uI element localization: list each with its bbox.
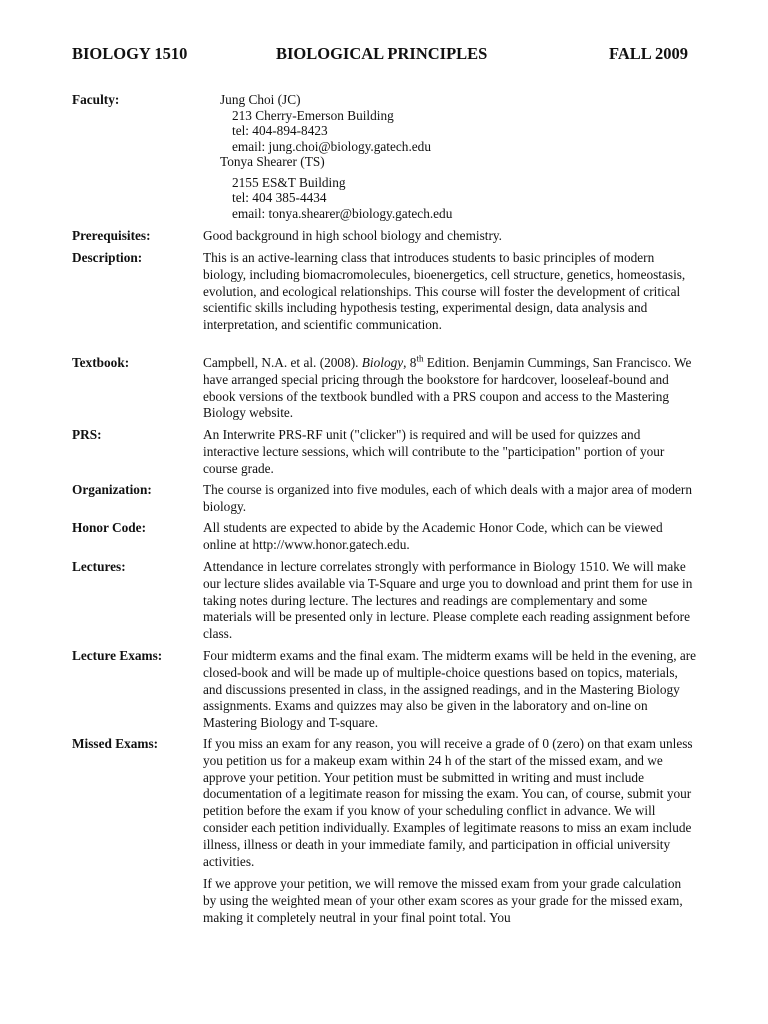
lecture-exams-text: Four midterm exams and the final exam. The midterm exams will be held in the evening, are closed-book and will be made up of multiple-choice questions based on topics, materials, and discussions presented in class, in the assigned readings, and in the Mastering Biology assignments. Exams and quizzes may also be given in the laboratory and on-line on Mastering Biology and T-square. bbox=[203, 648, 697, 731]
textbook-edition-suffix: th bbox=[416, 353, 424, 364]
faculty-email: email: jung.choi@biology.gatech.edu bbox=[232, 138, 431, 154]
course-title: BIOLOGICAL PRINCIPLES bbox=[276, 44, 488, 63]
missed-exams-label: Missed Exams: bbox=[72, 736, 159, 751]
description-text: This is an active-learning class that introduces students to basic principles of modern biology, including biomacromolecules, bioenergetics, cell structure, genetics, homeostasis, evolution, and ecological relationships. This course will foster the development of critical scientific skills including hypothesis testing, experimental design, data analysis and interpretation, and scientific communication. bbox=[203, 250, 686, 333]
honor-code-text: All students are expected to abide by the Academic Honor Code, which can be viewed online at http://www.honor.gatech.edu. bbox=[203, 520, 663, 552]
textbook-details: Edition. Benjamin Cummings, San Francisco. We have arranged special pricing through the bookstore for hardcover, looseleaf-bound and ebook versions of the textbook bundled with a PRS coupon and access to the Mastering Biology website. bbox=[203, 355, 692, 421]
faculty-building: 213 Cherry-Emerson Building bbox=[232, 107, 394, 123]
faculty-email: email: tonya.shearer@biology.gatech.edu bbox=[232, 205, 453, 221]
missed-exams-grading: If we approve your petition, we will remove the missed exam from your grade calculation by using the weighted mean of your other exam scores as your grade for the missed exam, making it completely neutral in your final point total. You bbox=[203, 876, 683, 925]
textbook-label: Textbook: bbox=[72, 355, 130, 370]
textbook-edition-number: , 8 bbox=[403, 355, 417, 370]
prs-text: An Interwrite PRS-RF unit ("clicker") is required and will be used for quizzes and interactive lecture sessions, which will contribute to the "participation" portion of your course grade. bbox=[203, 427, 665, 476]
prerequisites-label: Prerequisites: bbox=[72, 228, 151, 243]
faculty-building: 2155 ES&T Building bbox=[232, 174, 346, 190]
lectures-text: Attendance in lecture correlates strongly with performance in Biology 1510. We will make our lecture slides available via T-Square and urge you to download and print them for use in taking notes during lecture. The lectures and readings are complementary and some materials will be presented only in lecture. Please complete each reading assignment before class. bbox=[203, 559, 693, 642]
lectures-label: Lectures: bbox=[72, 559, 126, 574]
faculty-name: Jung Choi (JC) bbox=[220, 92, 301, 107]
faculty-list bbox=[220, 92, 620, 221]
faculty-phone: tel: 404 385-4434 bbox=[232, 190, 327, 205]
honor-code-label: Honor Code: bbox=[72, 520, 146, 535]
description-label: Description: bbox=[72, 250, 143, 265]
textbook-text bbox=[203, 355, 697, 422]
course-number: BIOLOGY 1510 bbox=[72, 44, 188, 63]
faculty-phone: tel: 404-894-8423 bbox=[232, 123, 328, 138]
prerequisites-text: Good background in high school biology and chemistry. bbox=[203, 228, 503, 243]
document-header bbox=[72, 44, 688, 66]
organization-text: The course is organized into five modules, each of which deals with a major area of modern biology. bbox=[203, 482, 692, 514]
course-term: FALL 2009 bbox=[609, 44, 688, 63]
prs-label: PRS: bbox=[72, 427, 102, 442]
lecture-exams-label: Lecture Exams: bbox=[72, 648, 163, 663]
missed-exams-policy: If you miss an exam for any reason, you will receive a grade of 0 (zero) on that exam unless you petition us for a makeup exam within 24 h of the start of the missed exam, and we approve your petition. Your petition must be submitted in writing and must include documentation of a legitimate reason for missing the exam. You can, of course, submit your petition before the exam if you know of your scheduling conflict in advance. We will consider each petition individually. Examples of legitimate reasons to miss an exam include illness, illness or death in your immediate family, and participation in official university activities. bbox=[203, 736, 693, 869]
textbook-citation: Campbell, N.A. et al. (2008). bbox=[203, 355, 362, 370]
faculty-label: Faculty: bbox=[72, 92, 120, 107]
textbook-title: Biology bbox=[361, 355, 404, 370]
faculty-name: Tonya Shearer (TS) bbox=[220, 154, 325, 169]
organization-label: Organization: bbox=[72, 482, 152, 497]
